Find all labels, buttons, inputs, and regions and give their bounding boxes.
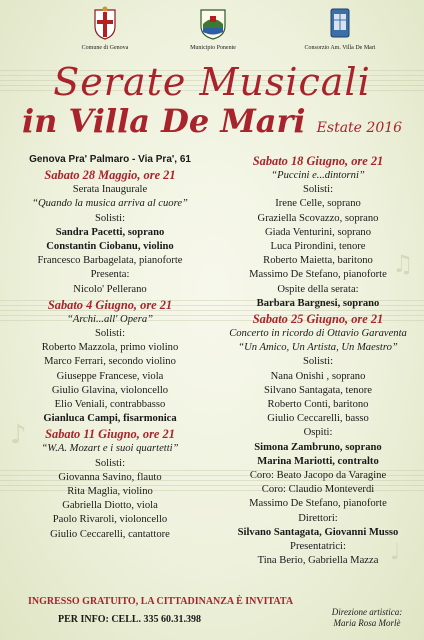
program-line: Serata Inaugurale [72,184,148,196]
program-line: Graziella Scovazzo, soprano [257,212,379,224]
artistic-direction-label: Direzione artistica: [331,607,403,617]
program-line: Roberto Mazzola, primo violino [41,342,179,354]
program-line: Gabriella Diotto, viola [62,500,158,512]
program-line: Presentatrici: [290,541,346,553]
program-line: Solisti: [302,184,334,196]
program-line: Giulio Ceccarelli, basso [267,413,369,425]
program-line: Elio Veniali, contrabbasso [54,399,166,411]
program-line: “Puccini e...dintorni” [271,170,365,181]
program-line: Roberto Maietta, baritono [263,255,373,267]
music-note-icon: ♫ [392,250,414,278]
program-line: Francesco Barbagelata, pianoforte [37,255,183,267]
program-line: Silvano Santagata, tenore [264,384,372,396]
program-line: “Archi...all' Opera” [66,313,154,325]
program-line: Simona Zambruno, soprano [254,441,382,453]
program-line: Ospiti: [303,427,333,439]
program-line: Direttori: [298,512,338,524]
program-line: Giuseppe Francese, viola [56,370,164,382]
music-note-icon: ♪ [10,420,27,450]
program-line: “Un Amico, Un Artista, Un Maestro” [238,342,398,354]
program-line: Solisti: [94,457,126,469]
concert-date-heading: Sabato 11 Giugno, ore 21 [45,427,175,442]
program-line: Solisti: [94,212,126,224]
info-phone: PER INFO: CELL. 335 60.31.398 [58,614,202,625]
program-line: Coro: Beato Jacopo da Varagine [249,470,387,482]
program-line: Giada Venturini, soprano [264,226,371,238]
municipio-crest-icon [198,6,228,40]
program-line: Marina Mariotti, contralto [257,455,379,467]
logo-center-label: Municipio Ponente [190,45,236,51]
program-line: Luca Pirondini, tenore [270,241,366,253]
concert-date-heading: Sabato 18 Giugno, ore 21 [252,154,384,168]
venue-address: Genova Pra' Palmaro - Via Pra', 61 [29,154,191,165]
right-program-list [214,153,422,568]
program-line: Constantin Ciobanu, violino [46,241,174,253]
program-line: Ospite della serata: [277,283,359,295]
logo-left-label: Comune di Genova [81,45,129,51]
title-season: Estate 2016 [316,120,403,136]
program-line: Roberto Conti, baritono [267,399,369,411]
concert-date-heading: Sabato 4 Giugno, ore 21 [47,297,173,312]
title-line-1: Serate Musicali [53,60,371,104]
free-entry-notice: INGRESSO GRATUITO, LA CITTADINANZA È INVITATA [28,596,294,607]
left-column [4,153,216,542]
program-line: Nicolo' Pellerano [73,283,147,295]
music-note-icon: ♩ [390,540,401,565]
program-line: Giovanna Savino, flauto [58,471,162,483]
left-program-list [4,167,216,542]
program-line: Massimo De Stefano, pianoforte [249,498,387,510]
program-line: Sandra Pacetti, soprano [55,226,165,238]
concert-date-heading: Sabato 28 Maggio, ore 21 [44,168,176,183]
title-venue: in Villa De Mari [21,102,306,140]
program-line: Solisti: [302,356,334,368]
program-line: Barbara Bargnesi, soprano [256,297,380,309]
program-line: Solisti: [94,328,126,340]
program-line: Marco Ferrari, secondo violino [44,356,176,368]
logo-bar [0,6,424,66]
program-line: Irene Celle, soprano [275,198,361,210]
program-line: Presenta: [90,269,130,281]
program-line: Gianluca Campi, fisarmonica [43,413,177,425]
concert-date-heading: Sabato 25 Giugno, ore 21 [252,312,384,327]
program-line: Massimo De Stefano, pianoforte [249,269,387,281]
program-line: “Quando la musica arriva al cuore” [32,198,188,210]
right-column [214,153,422,568]
artistic-direction [312,607,422,629]
program-line: Tina Berio, Gabriella Mazza [257,555,379,567]
program-line: “W.A. Mozart e i suoi quartetti” [41,443,179,455]
artistic-director-name: Maria Rosa Morlè [333,618,401,628]
logo-consorzio [290,6,390,51]
program-line: Paolo Rivaroli, violoncello [52,514,168,526]
program-line: Giulio Ceccarelli, cantattore [50,528,170,540]
logo-municipio-ponente [178,6,248,51]
program-line: Nana Onishi , soprano [270,370,366,382]
program-line: Giulio Glavina, violoncello [51,384,169,396]
program-line: Concerto in ricordo di Ottavio Garaventa [229,328,407,340]
villa-crest-icon [328,6,352,40]
title-line-2 [0,102,424,140]
logo-comune-genova [70,6,140,51]
program-line: Rita Maglia, violino [67,486,153,498]
logo-right-label: Consorzio Am. Villa De Mari [304,45,376,51]
program-line: Coro: Claudio Monteverdi [261,484,375,496]
genova-crest-icon [92,6,118,40]
program-line: Silvano Santagata, Giovanni Musso [237,526,399,538]
